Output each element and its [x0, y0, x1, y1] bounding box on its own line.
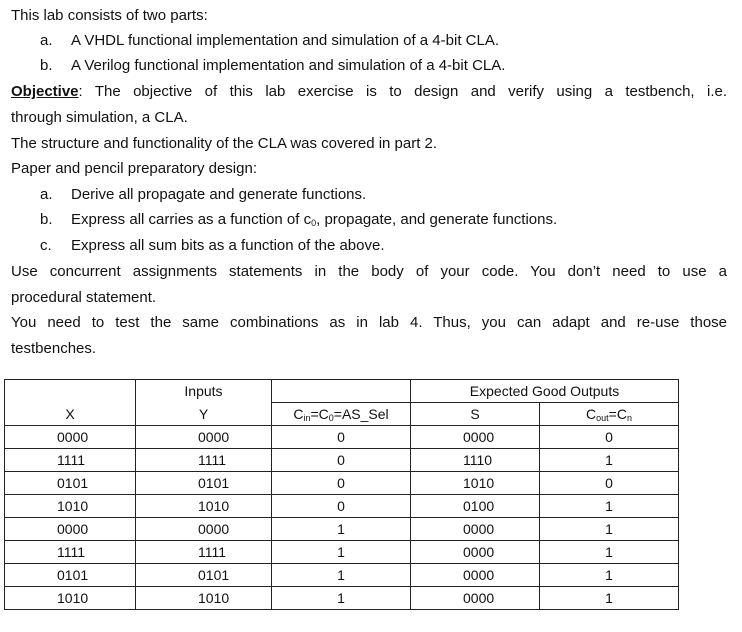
table-cell: 1010: [411, 472, 540, 495]
table-cell: 0000: [136, 518, 272, 541]
objective-line-2: through simulation, a CLA.: [11, 109, 188, 126]
table-row: [5, 564, 679, 587]
table-cell: 1110: [411, 449, 540, 472]
prep-text: [71, 210, 557, 230]
table-cell: 1: [540, 587, 679, 610]
table-cell: 1: [272, 587, 411, 610]
table-cell: 1: [272, 518, 411, 541]
table-cell: 0000: [136, 426, 272, 449]
prep-text-before: Express all carries as a function of c: [71, 211, 312, 228]
concurrent-line-1: Use concurrent assignments statements in the body of your code. You don’t need to use a: [11, 263, 727, 280]
cn-sub: n: [626, 413, 632, 423]
table-cell: 0: [272, 449, 411, 472]
part-text: A VHDL functional implementation and simulation of a 4-bit CLA.: [71, 32, 500, 49]
table-header-cell: [540, 403, 679, 426]
table-cell: 0000: [411, 541, 540, 564]
table-cell: 1: [540, 449, 679, 472]
table-cell: 1: [540, 495, 679, 518]
prep-marker: b.: [40, 211, 53, 228]
table-cell: 0000: [411, 426, 540, 449]
table-cell: 0000: [5, 426, 136, 449]
table-row: [5, 472, 679, 495]
table-group-header-row: [5, 380, 679, 403]
part-text: A Verilog functional implementation and simulation of a 4-bit CLA.: [71, 57, 506, 74]
table-row: [5, 426, 679, 449]
prep-marker: a.: [40, 186, 53, 203]
table-cell: 0101: [5, 472, 136, 495]
objective-label: Objective: [11, 83, 79, 100]
objective-line-1: [11, 82, 727, 102]
table-cell: 0100: [411, 495, 540, 518]
prep-text: Derive all propagate and generate functions.: [71, 186, 367, 203]
table-row: [5, 541, 679, 564]
concurrent-line-2: procedural statement.: [11, 289, 157, 306]
table-cell: 1010: [5, 495, 136, 518]
table-cell: 0: [272, 472, 411, 495]
table-cell: 0101: [136, 564, 272, 587]
table-header-cell: S: [411, 403, 540, 426]
cin-sub: in: [303, 413, 311, 423]
table-cell: 0: [272, 426, 411, 449]
cin-rest: =AS_Sel: [333, 406, 389, 422]
table-row: [5, 518, 679, 541]
cin-c: C: [293, 406, 304, 422]
test-vectors-table: [4, 379, 679, 610]
table-cell: 1: [272, 541, 411, 564]
table-cell: 1111: [5, 449, 136, 472]
cin-eq: =C: [310, 406, 329, 422]
table-row: [5, 449, 679, 472]
table-cell: 1: [540, 541, 679, 564]
prep-text: Express all sum bits as a function of the above.: [71, 237, 385, 254]
structure-note: The structure and functionality of the CLA was covered in part 2.: [11, 135, 438, 152]
table-header-cell: [5, 380, 136, 403]
table-cell: 0: [272, 495, 411, 518]
table-cell: 1: [540, 518, 679, 541]
intro-text: This lab consists of two parts:: [11, 7, 208, 24]
table-header-cell: [272, 403, 411, 426]
cout-c: C: [586, 406, 597, 422]
table-cell: 1: [272, 564, 411, 587]
table-header-cell: Expected Good Outputs: [411, 380, 679, 403]
table-header-cell: Inputs: [136, 380, 272, 403]
part-marker: b.: [40, 57, 53, 74]
table-cell: 0000: [5, 518, 136, 541]
objective-text: : The objective of this lab exercise is to design and verify using a testbench, i.e.: [78, 83, 727, 100]
cout-sub: out: [596, 413, 609, 423]
table-cell: 0101: [5, 564, 136, 587]
table-cell: 1010: [136, 495, 272, 518]
table-cell: 0000: [411, 564, 540, 587]
table-cell: 1010: [5, 587, 136, 610]
prep-title: Paper and pencil preparatory design:: [11, 160, 257, 177]
table-cell: 1: [540, 564, 679, 587]
table-cell: 0000: [411, 587, 540, 610]
table-cell: 0: [540, 472, 679, 495]
table-cell: 0: [540, 426, 679, 449]
cout-eq: =C: [608, 406, 627, 422]
prep-text-after: , propagate, and generate functions.: [316, 211, 558, 228]
table-header-cell: Y: [136, 403, 272, 426]
table-header-cell: X: [5, 403, 136, 426]
prep-marker: c.: [40, 237, 52, 254]
table-cell: 1111: [136, 449, 272, 472]
testbench-line-1: You need to test the same combinations as in lab 4. Thus, you can adapt and re-use those: [11, 314, 727, 331]
c0-sub: 0: [328, 413, 334, 423]
table-row: [5, 587, 679, 610]
table-cell: 1111: [5, 541, 136, 564]
prep-subscript: 0: [311, 218, 317, 228]
table-cell: 0000: [411, 518, 540, 541]
testbench-line-2: testbenches.: [11, 340, 97, 357]
table-cell: 1111: [136, 541, 272, 564]
table-column-header-row: [5, 403, 679, 426]
table-row: [5, 495, 679, 518]
table-cell: 0101: [136, 472, 272, 495]
table-header-cell: [272, 380, 411, 403]
table-cell: 1010: [136, 587, 272, 610]
part-marker: a.: [40, 32, 53, 49]
